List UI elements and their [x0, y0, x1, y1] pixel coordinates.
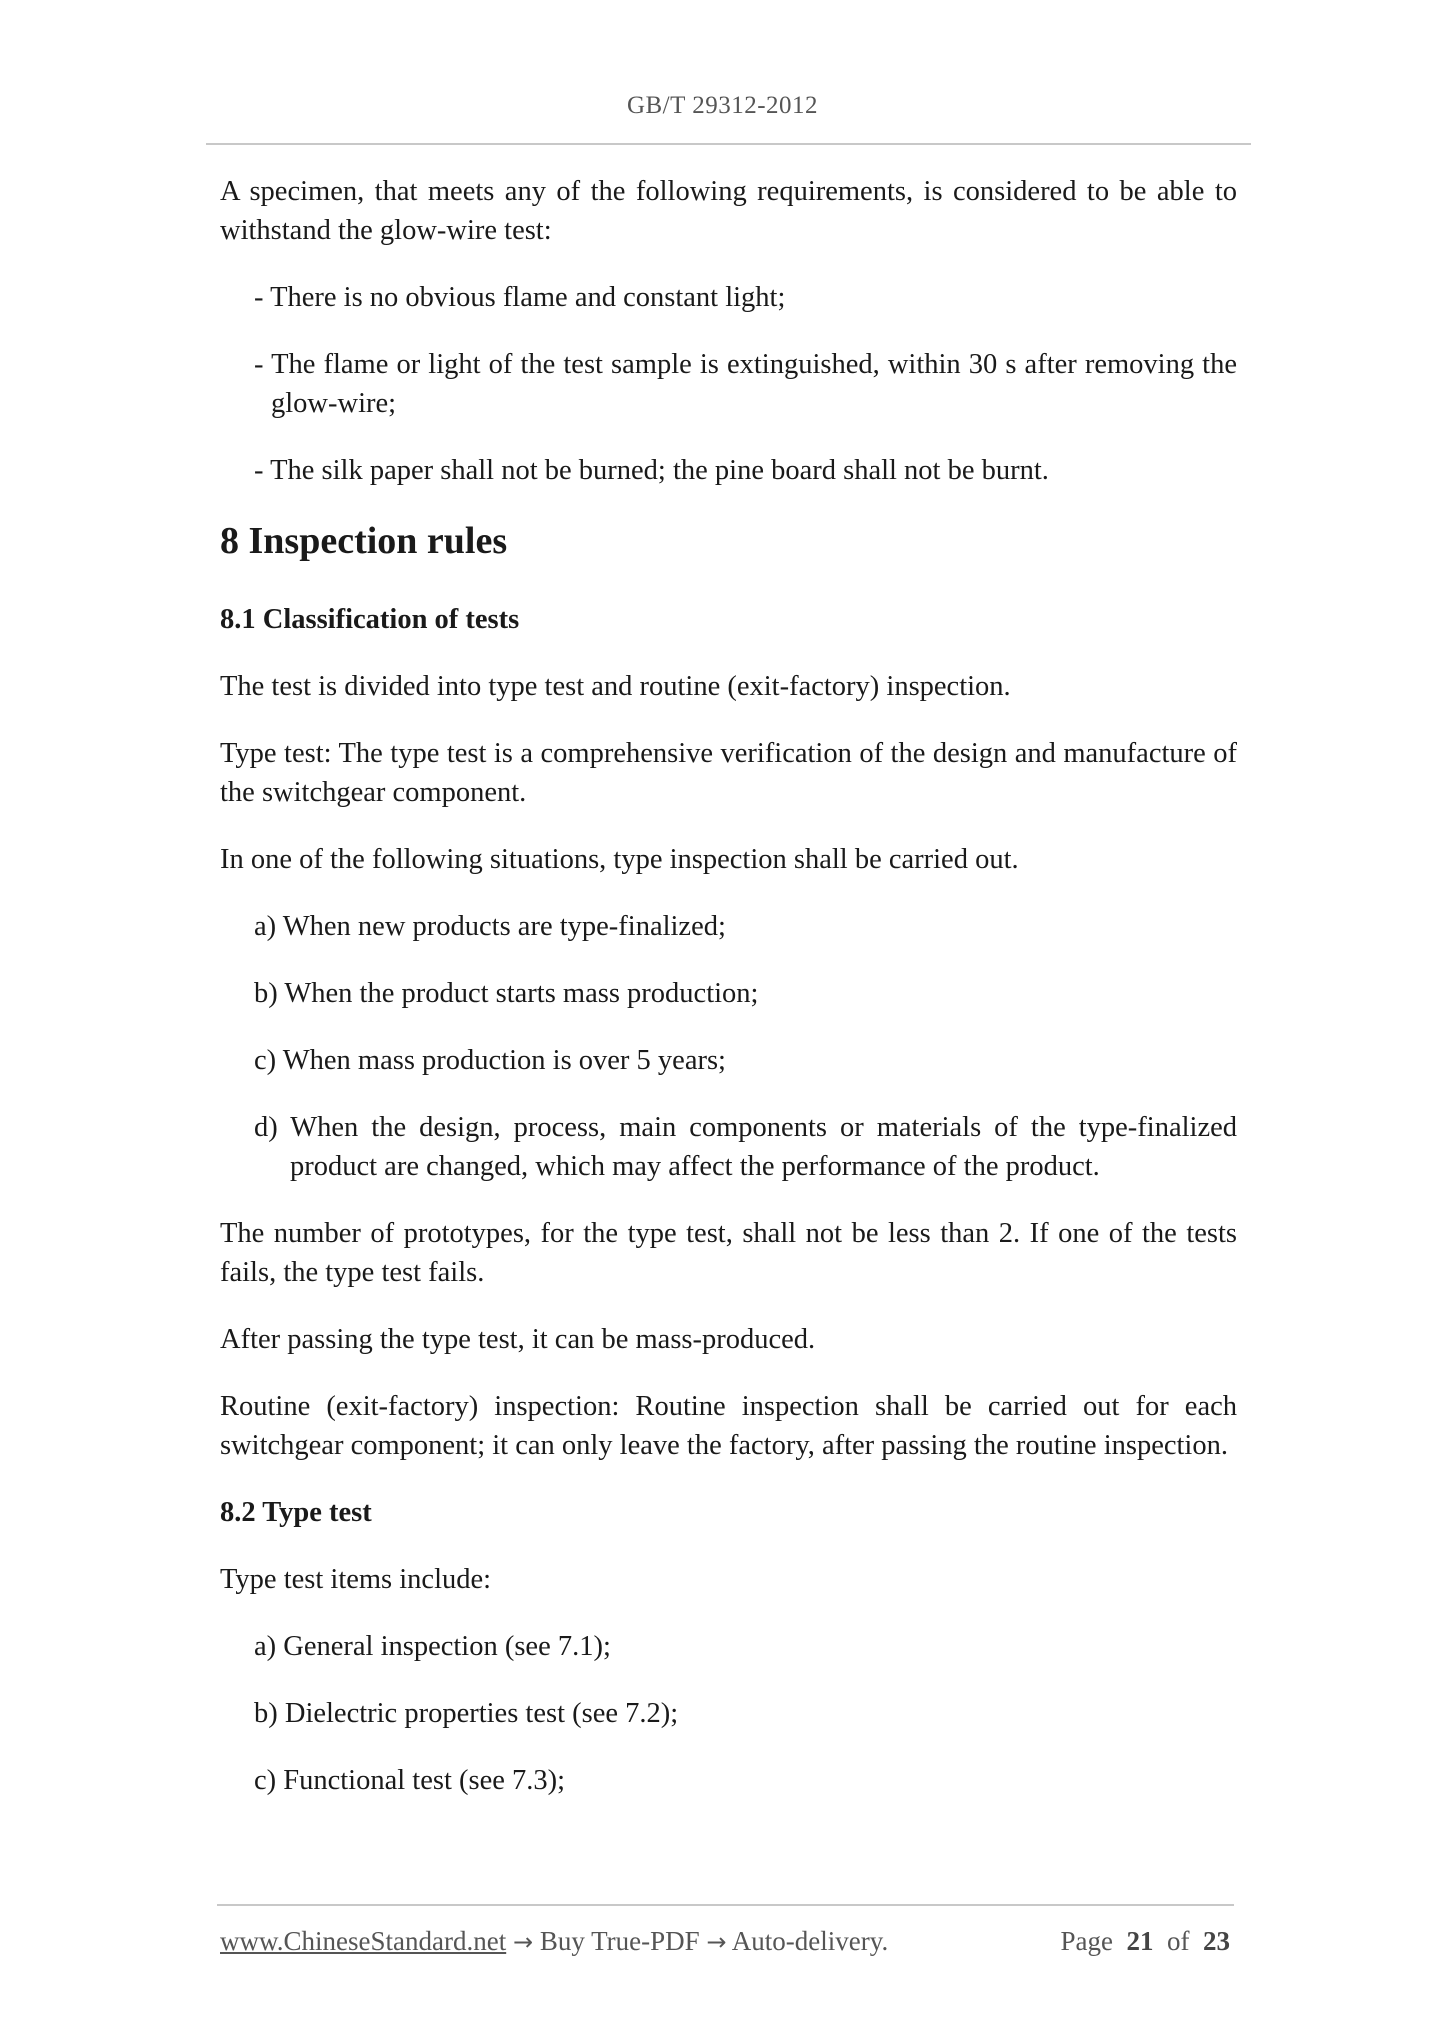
- page-content: [220, 172, 1237, 1828]
- total-pages: 23: [1203, 1926, 1230, 1956]
- list-item: b) Dielectric properties test (see 7.2);: [254, 1698, 679, 1729]
- list-item: c) When mass production is over 5 years;: [254, 1045, 726, 1076]
- paragraph: After passing the type test, it can be mass-produced.: [220, 1324, 816, 1355]
- arrow-right-icon: →: [512, 1928, 534, 1956]
- list-item: - The silk paper shall not be burned; the pine board shall not be burnt.: [254, 455, 1049, 486]
- page-number: [1061, 1926, 1230, 1957]
- auto-delivery-text: Auto-delivery.: [731, 1926, 889, 1956]
- paragraph: Routine (exit-factory) inspection: Routine inspection shall be carried out for each switchgear component; it can only leave the factory, after passing the routine inspection.: [220, 1391, 1237, 1461]
- website-link[interactable]: www.ChineseStandard.net: [220, 1926, 507, 1956]
- paragraph: Type test items include:: [220, 1564, 492, 1595]
- current-page: 21: [1126, 1926, 1154, 1956]
- section-heading: 8 Inspection rules: [220, 520, 508, 562]
- subsection-heading: 8.1 Classification of tests: [220, 604, 520, 635]
- buy-pdf-text: Buy True-PDF: [539, 1926, 700, 1956]
- of-label: of: [1167, 1926, 1190, 1956]
- footer-divider: [217, 1904, 1234, 1906]
- paragraph: In one of the following situations, type inspection shall be carried out.: [220, 844, 1019, 875]
- glow-wire-intro: A specimen, that meets any of the following requirements, is considered to be able to withstand the glow-wire test:: [220, 176, 1237, 246]
- paragraph: The test is divided into type test and routine (exit-factory) inspection.: [220, 671, 1011, 702]
- document-id-header: GB/T 29312-2012: [626, 92, 819, 119]
- list-item: a) General inspection (see 7.1);: [254, 1631, 611, 1662]
- header-divider: [206, 143, 1251, 145]
- arrow-right-icon: →: [706, 1928, 727, 1956]
- list-item: - The flame or light of the test sample is extinguished, within 30 s after removing the glow-wire;: [254, 349, 1237, 419]
- list-item: a) When new products are type-finalized;: [254, 911, 726, 942]
- list-item: - There is no obvious flame and constant light;: [254, 282, 786, 313]
- list-item: d) When the design, process, main components or materials of the type-finalized product are changed, which may affect the performance of the product.: [254, 1112, 1237, 1182]
- page-label: Page: [1060, 1926, 1113, 1956]
- list-item: b) When the product starts mass production;: [254, 978, 759, 1009]
- paragraph: Type test: The type test is a comprehensive verification of the design and manufacture of the switchgear component.: [220, 738, 1237, 808]
- subsection-heading: 8.2 Type test: [220, 1497, 372, 1528]
- page-footer: [220, 1926, 1230, 1957]
- paragraph: The number of prototypes, for the type test, shall not be less than 2. If one of the tests fails, the type test fails.: [220, 1218, 1237, 1288]
- list-item: c) Functional test (see 7.3);: [254, 1765, 566, 1796]
